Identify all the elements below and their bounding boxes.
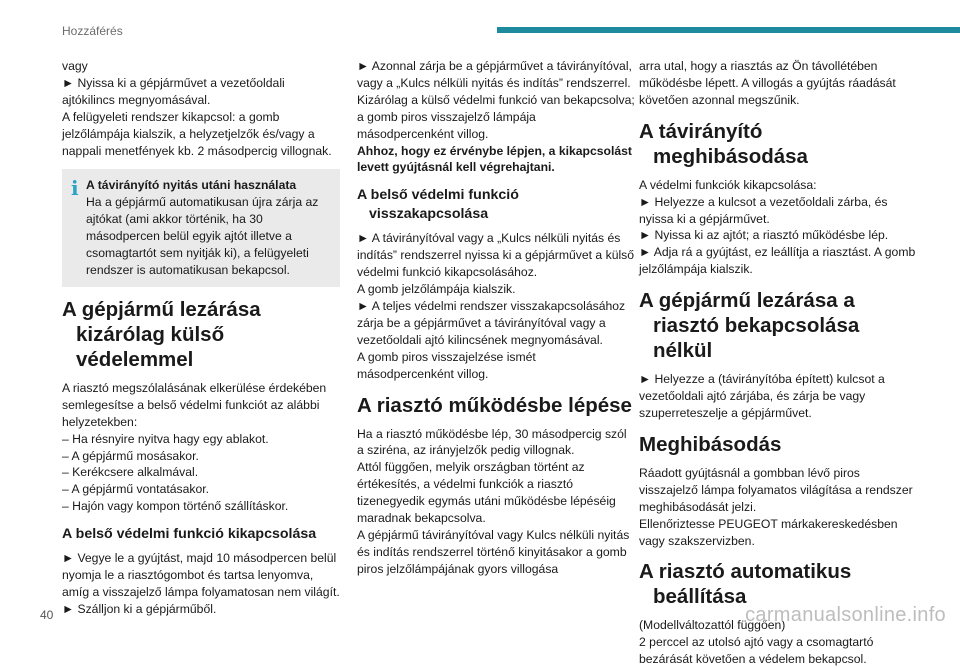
subsection-heading: A belső védelmi funkció kikapcsolása (62, 526, 317, 543)
section-heading: A riasztó automatikus beállítása (639, 560, 852, 609)
paragraph: ► Helyezze a kulcsot a vezetőoldali zárba, és nyissa ki a gépjárművet. (639, 194, 888, 226)
section-heading: A riasztó működésbe lépése (357, 393, 632, 417)
watermark: carmanualsonline.info (745, 604, 946, 626)
info-box-title: A távirányító nyitás utáni használata (86, 178, 297, 193)
paragraph: Ha a riasztó működésbe lép, 30 másodpercig szól a sziréna, az irányjelzők pedig villognak. (357, 426, 627, 458)
paragraph: ► Nyissa ki a gépjárművet a vezetőoldali ajtókilincs megnyomásával. (62, 75, 285, 107)
paragraph: Ellenőriztesse PEUGEOT márkakereskedésben vagy szakszervizben. (639, 516, 898, 548)
info-box (62, 169, 340, 286)
list-item: – A gépjármű vontatásakor. (62, 482, 210, 497)
section-heading: A gépjármű lezárása kizárólag külső védelemmel (62, 297, 261, 371)
section-header-title: Hozzáférés (62, 24, 123, 38)
info-icon: i (71, 176, 79, 201)
section-header-bar (497, 27, 960, 33)
column-3 (639, 58, 917, 668)
section-heading: A gépjármű lezárása a riasztó bekapcsolása nélkül (639, 289, 860, 363)
paragraph: ► A távirányítóval vagy a „Kulcs nélküli nyitás és indítás” rendszerrel nyissa ki a gépjárművet a külső védelmi funkció kikapcsolásához. (357, 231, 635, 280)
paragraph: ► Szálljon ki a gépjárműből. (62, 601, 217, 616)
paragraph: arra utal, hogy a riasztás az Ön távollétében működésbe lépett. A villogás a gyújtás ráadását követően azonnal megszűnik. (639, 59, 896, 107)
paragraph: A gomb piros visszajelzése ismét másodpercenként villog. (357, 349, 536, 381)
bold-note: Ahhoz, hogy ez érvénybe lépjen, a kikapcsolást levett gyújtásnál kell végrehajtani. (357, 143, 632, 175)
section-heading: A távirányító meghibásodása (639, 119, 808, 168)
info-box-body: Ha a gépjármű automatikusan újra zárja az ajtókat (ami akkor történik, ha 30 másodpercen belül egyik ajtót illetve a csomagtartót sem nyitják ki), a felügyeleti rendszer is automatikusan bekapcsol. (86, 195, 319, 277)
paragraph: Kizárólag a külső védelmi funkció van bekapcsolva; a gomb piros visszajelző lámpája másodpercenként villog. (357, 92, 635, 141)
list-item: – A gépjármű mosásakor. (62, 448, 199, 463)
paragraph: A gomb jelzőlámpája kialszik. (357, 282, 516, 297)
paragraph: A felügyeleti rendszer kikapcsol: a gomb jelzőlámpája kialszik, a helyzetjelzők és/vagy a nappali menetfények kb. 2 másodpercig villognak. (62, 109, 332, 158)
paragraph: A gépjármű távirányítóval vagy Kulcs nélküli nyitás és indítás rendszerrel történő kinyitásakor a gomb piros jelzőlámpájának gyors villogása (357, 527, 630, 576)
section-heading: Meghibásodás (639, 432, 782, 456)
paragraph: 2 perccel az utolsó ajtó vagy a csomagtartó bezárását követően a védelem bekapcsol. (639, 635, 874, 667)
paragraph: (Modellváltozattól függően) (639, 618, 786, 633)
paragraph: ► Helyezze a (távirányítóba épített) kulcsot a vezetőoldali ajtó zárjába, és zárja be vagy szuperreteszelje a gépjárművet. (639, 372, 885, 420)
list-item: – Ha résnyire nyitva hagy egy ablakot. (62, 431, 269, 446)
paragraph: vagy (62, 59, 88, 73)
column-2 (357, 58, 635, 578)
paragraph: Ráadott gyújtásnál a gombban lévő piros visszajelző lámpa folyamatos világítása a rendszer meghibásodását jelzi. (639, 465, 913, 514)
paragraph: Attól függően, melyik országban történt az értékesítés, a védelmi funkciók a riasztó tizenegyedik egymás utáni működésbe lépéséig maradnak bekapcsolva. (357, 460, 616, 526)
list-item: – Hajón vagy kompon történő szállításkor. (62, 499, 289, 514)
subsection-heading: A belső védelmi funkció visszakapcsolása (357, 187, 519, 223)
paragraph: A riasztó megszólalásának elkerülése érdekében semlegesítse a belső védelmi funkciót az alábbi helyzetekben: (62, 380, 327, 429)
column-1 (62, 58, 340, 618)
paragraph: ► Azonnal zárja be a gépjárművet a távirányítóval, vagy a „Kulcs nélküli nyitás és indítás” rendszerrel. (357, 59, 632, 90)
paragraph: ► Vegye le a gyújtást, majd 10 másodpercen belül nyomja le a riasztógombot és tartsa lenyomva, amíg a visszajelző lámpa folyamatosan nem világít. (62, 551, 340, 599)
list-item: – Kerékcsere alkalmával. (62, 465, 199, 480)
paragraph: A védelmi funkciók kikapcsolása: (639, 177, 817, 192)
paragraph: ► Adja rá a gyújtást, ez leállítja a riasztást. A gomb jelzőlámpája kialszik. (639, 245, 916, 277)
page-number: 40 (40, 608, 54, 622)
paragraph: ► Nyissa ki az ajtót; a riasztó működésbe lép. (639, 228, 889, 243)
paragraph: ► A teljes védelmi rendszer visszakapcsolásához zárja be a gépjárművet a távirányítóval vagy a vezetőoldali ajtó kilincsének megnyomásával. (357, 298, 626, 347)
